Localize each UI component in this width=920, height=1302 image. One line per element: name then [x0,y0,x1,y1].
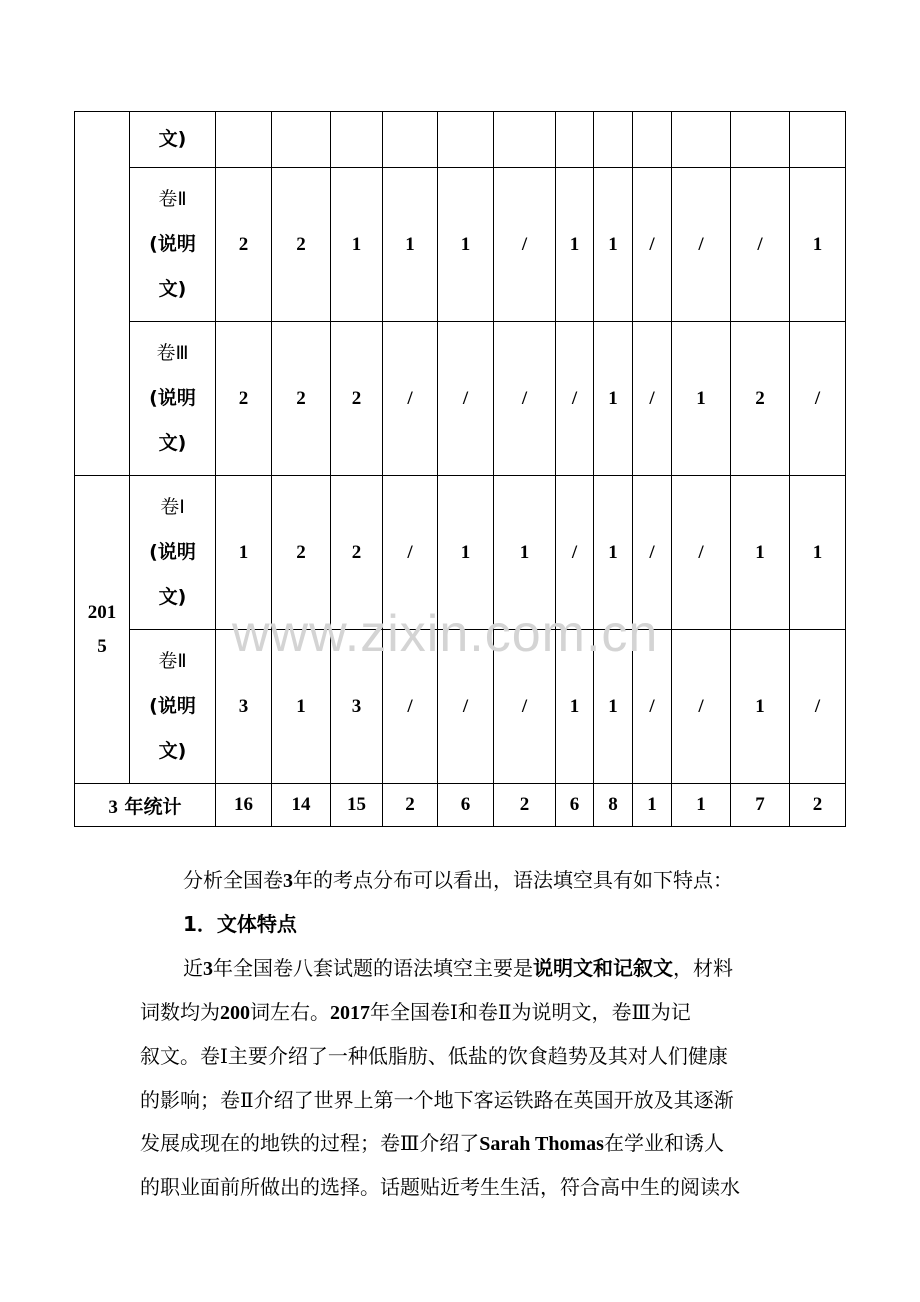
value-cell: 1 [383,168,438,322]
value-cell: / [672,630,731,784]
value-cell: 1 [331,168,383,322]
value-cell [383,112,438,168]
value-cell [790,112,846,168]
total-cell: 8 [594,784,633,827]
exam-stats-table [74,111,846,827]
total-cell: 7 [731,784,790,827]
value-cell: 2 [272,476,331,630]
value-cell: 2 [272,168,331,322]
value-cell: 1 [494,476,556,630]
table-row [75,112,846,168]
value-cell: 1 [594,476,633,630]
value-cell [633,112,672,168]
intro-line: 分析全国卷3年的考点分布可以看出，语法填空具有如下特点： [183,868,733,892]
year-line-1: 201 [87,601,117,623]
value-cell: 3 [331,630,383,784]
value-cell: / [383,322,438,476]
paragraph-line: 近3年全国卷八套试题的语法填空主要是说明文和记叙文，材料 [183,956,733,980]
value-cell: 1 [790,476,846,630]
value-cell: / [494,168,556,322]
paragraph-line: 叙文。卷Ⅰ主要介绍了一种低脂肪、低盐的饮食趋势及其对人们健康 [140,1044,728,1068]
value-cell: / [494,322,556,476]
total-cell: 1 [633,784,672,827]
value-cell [494,112,556,168]
value-cell [731,112,790,168]
paper-name: 卷Ⅲ [156,342,189,364]
value-cell: 1 [272,630,331,784]
value-cell: / [438,630,494,784]
value-cell: 3 [216,630,272,784]
watermark: www.zixin.com.cn [232,605,659,663]
paper-name: 卷Ⅱ [158,188,187,210]
value-cell: / [633,322,672,476]
value-cell: 1 [438,476,494,630]
table-row [75,168,846,322]
value-cell: / [494,630,556,784]
total-label-text: 年统计 [124,795,182,818]
total-cell: 2 [790,784,846,827]
paper-type: (说明 [149,541,196,563]
total-cell: 15 [331,784,383,827]
value-cell: / [383,476,438,630]
value-cell: 2 [331,476,383,630]
year-cell [75,476,130,784]
value-cell: / [556,476,594,630]
value-cell: 1 [672,322,731,476]
table-row [75,630,846,784]
value-cell [216,112,272,168]
year-cell-blank [75,112,130,476]
value-cell: 1 [790,168,846,322]
paper-type-end: 文) [158,432,187,454]
total-label-num: 3 [108,796,118,818]
paper-type: (说明 [149,233,196,255]
value-cell [594,112,633,168]
paper-type: (说明 [149,695,196,717]
total-cell: 1 [672,784,731,827]
value-cell: 1 [556,630,594,784]
paper-type-end: 文) [158,128,187,150]
total-cell: 14 [272,784,331,827]
value-cell: 2 [272,322,331,476]
emphasis-text: 说明文和记叙文 [533,956,673,980]
value-cell: / [556,322,594,476]
value-cell: / [633,630,672,784]
table-row [75,476,846,630]
paragraph-line: 发展成现在的地铁的过程；卷Ⅲ介绍了Sarah Thomas在学业和诱人 [140,1131,724,1155]
value-cell: 1 [594,630,633,784]
value-cell: 1 [731,630,790,784]
value-cell: / [633,476,672,630]
value-cell: 2 [731,322,790,476]
value-cell: / [790,630,846,784]
paragraph-line: 的职业面前所做出的选择。话题贴近考生生活，符合高中生的阅读水 [140,1175,740,1199]
paragraph-line: 的影响；卷Ⅱ介绍了世界上第一个地下客运铁路在英国开放及其逐渐 [140,1088,734,1112]
paper-cell [130,168,216,322]
paper-cell [130,476,216,630]
value-cell: / [383,630,438,784]
paper-cell [130,112,216,168]
paper-type-end: 文) [158,740,187,762]
section-heading: 1．文体特点 [183,912,297,936]
value-cell: 1 [594,168,633,322]
value-cell: 1 [556,168,594,322]
year-line-2: 5 [97,635,107,657]
value-cell: 2 [331,322,383,476]
value-cell: 1 [731,476,790,630]
value-cell [331,112,383,168]
value-cell [556,112,594,168]
value-cell: / [731,168,790,322]
value-cell: 1 [594,322,633,476]
value-cell: / [438,322,494,476]
value-cell: 2 [216,322,272,476]
total-cell: 2 [494,784,556,827]
value-cell: 2 [216,168,272,322]
paper-type-end: 文) [158,278,187,300]
value-cell: 1 [216,476,272,630]
total-cell: 6 [438,784,494,827]
paper-name: 卷Ⅰ [160,496,185,518]
total-row [75,784,846,827]
value-cell: / [672,168,731,322]
paper-type-end: 文) [158,586,187,608]
paper-name: 卷Ⅱ [158,650,187,672]
value-cell: / [790,322,846,476]
value-cell [438,112,494,168]
paragraph-line: 词数均为200词左右。2017年全国卷Ⅰ和卷Ⅱ为说明文，卷Ⅲ为记 [140,1000,691,1024]
total-cell: 2 [383,784,438,827]
value-cell: / [633,168,672,322]
paper-type: (说明 [149,387,196,409]
value-cell: / [672,476,731,630]
total-cell: 6 [556,784,594,827]
table-row [75,322,846,476]
value-cell [272,112,331,168]
total-cell: 16 [216,784,272,827]
paper-cell [130,322,216,476]
value-cell: 1 [438,168,494,322]
paper-cell [130,630,216,784]
total-label [75,784,216,827]
value-cell [672,112,731,168]
